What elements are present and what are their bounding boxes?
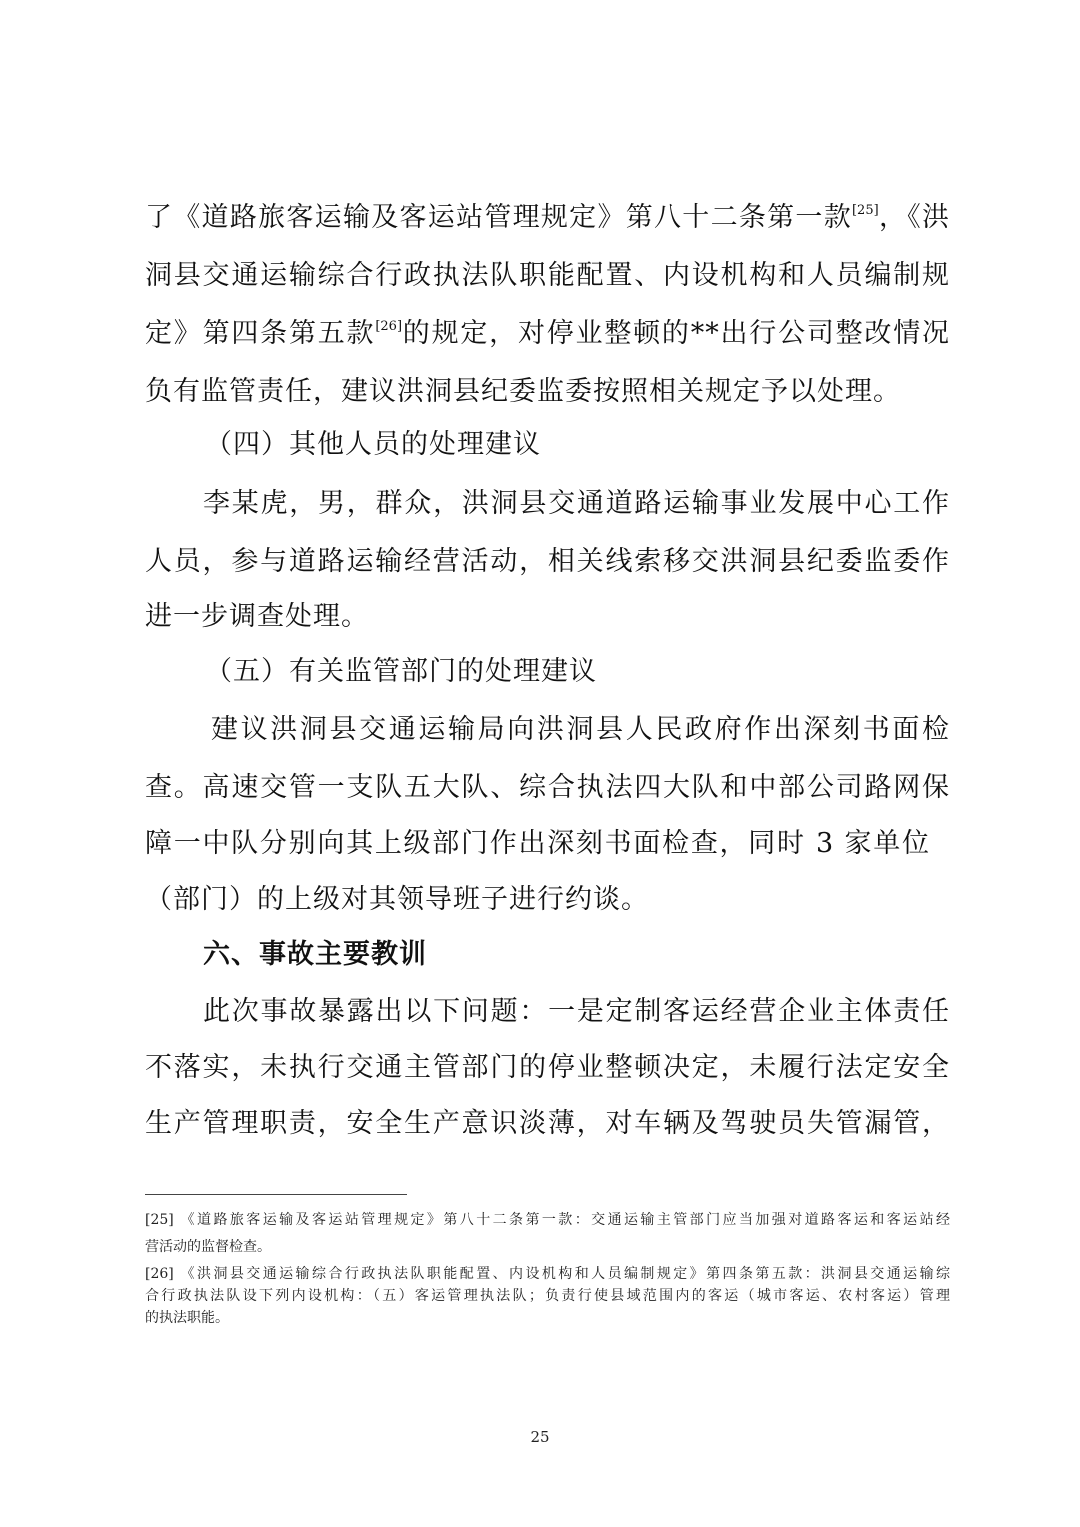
body-paragraph-line [145, 189, 950, 247]
footnote-26-line: 的执法职能。 [145, 1310, 229, 1326]
body-paragraph-line: 此次事故暴露出以下问题：一是定制客运经营企业主体责任 [203, 996, 950, 1027]
body-paragraph-line: （部门）的上级对其领导班子进行约谈。 [145, 884, 649, 915]
section-heading-5: （五）有关监管部门的处理建议 [205, 656, 597, 687]
footnote-ref-25[interactable]: [25] [851, 203, 879, 218]
body-paragraph-line: 障一中队分别向其上级部门作出深刻书面检查，同时 3 家单位 [145, 828, 930, 859]
body-paragraph-line: 洞县交通运输综合行政执法队职能配置、内设机构和人员编制规 [145, 260, 950, 291]
footnote-26-line: [26] 《洪洞县交通运输综合行政执法队职能配置、内设机构和人员编制规定》第四条第五款：洪洞县交通运输综 [145, 1266, 950, 1282]
body-paragraph-line: 查。高速交管一支队五大队、综合执法四大队和中部公司路网保 [145, 772, 950, 803]
body-paragraph-line [145, 305, 950, 363]
section-heading-4: （四）其他人员的处理建议 [205, 429, 541, 460]
body-paragraph-line: 生产管理职责，安全生产意识淡薄，对车辆及驾驶员失管漏管， [145, 1108, 950, 1139]
body-paragraph-line: 建议洪洞县交通运输局向洪洞县人民政府作出深刻书面检 [211, 714, 950, 745]
text-run: ，《洪 [878, 202, 951, 233]
footnote-ref-26[interactable]: [26] [375, 319, 403, 334]
body-paragraph-line: 人员，参与道路运输经营活动，相关线索移交洪洞县纪委监委作 [145, 546, 950, 577]
body-paragraph-line: 负有监管责任，建议洪洞县纪委监委按照相关规定予以处理。 [145, 376, 901, 407]
footnote-26-line: 合行政执法队设下列内设机构：（五）客运管理执法队；负责行使县域范围内的客运（城市客运、农村客运）管理 [145, 1288, 950, 1304]
footnote-25-line: 营活动的监督检查。 [145, 1239, 271, 1255]
body-paragraph-line: 不落实，未执行交通主管部门的停业整顿决定，未履行法定安全 [145, 1052, 950, 1083]
body-paragraph-line: 进一步调查处理。 [145, 601, 369, 632]
section-heading-6: 六、事故主要教训 [203, 939, 427, 970]
footnote-separator [145, 1194, 407, 1195]
text-run: 定》第四条第五款 [145, 318, 376, 349]
text-run: 的规定，对停业整顿的**出行公司整改情况 [402, 318, 951, 349]
page-number: 25 [530, 1428, 550, 1446]
body-paragraph-line: 李某虎，男，群众，洪洞县交通道路运输事业发展中心工作 [203, 488, 950, 519]
text-run: 了《道路旅客运输及客运站管理规定》第八十二条第一款 [145, 202, 852, 233]
footnote-25-line: [25] 《道路旅客运输及客运站管理规定》第八十二条第一款：交通运输主管部门应当加强对道路客运和客运站经 [145, 1212, 950, 1228]
